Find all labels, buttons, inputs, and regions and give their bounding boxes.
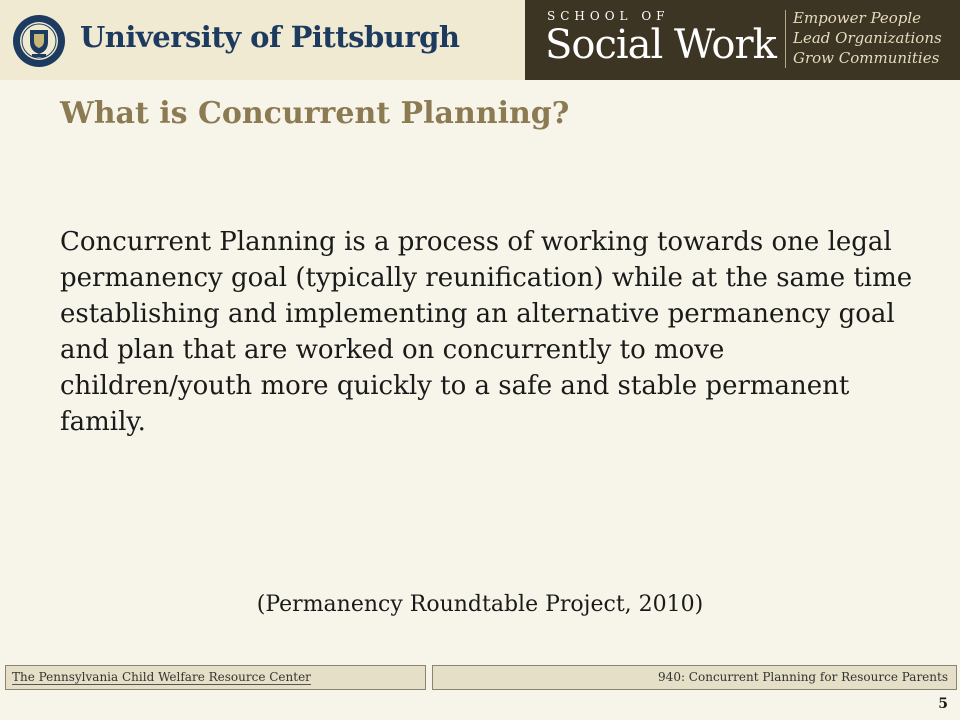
slide-body: Concurrent Planning is a process of working towards one legal permanency goal (typically reunification) while at the same time establishing and implementing an alternative permanency goal and plan that are worked on concurrently to move children/youth more quickly to a safe and stable permanent family. <box>60 227 913 437</box>
tagline-grow: Grow Communities <box>793 49 940 67</box>
slide-citation: (Permanency Roundtable Project, 2010) <box>256 592 704 617</box>
university-header <box>0 0 525 80</box>
taglines <box>793 8 942 68</box>
footer-right-box <box>432 665 957 690</box>
footer-organization-link[interactable]: The Pennsylvania Child Welfare Resource Center <box>12 670 311 684</box>
footer-course-title: 940: Concurrent Planning for Resource Parents <box>658 670 948 684</box>
header-divider <box>785 10 786 68</box>
footer-left-box <box>5 665 426 690</box>
school-label-main: Social Work <box>545 22 776 68</box>
tagline-lead: Lead Organizations <box>793 29 942 47</box>
school-header <box>525 0 960 80</box>
school-label-top: SCHOOL OF <box>547 9 670 23</box>
page-number: 5 <box>938 696 948 712</box>
tagline-empower: Empower People <box>793 9 922 27</box>
slide-title: What is Concurrent Planning? <box>60 96 570 131</box>
university-seal-icon <box>12 14 66 68</box>
university-name: University of Pittsburgh <box>80 20 460 54</box>
